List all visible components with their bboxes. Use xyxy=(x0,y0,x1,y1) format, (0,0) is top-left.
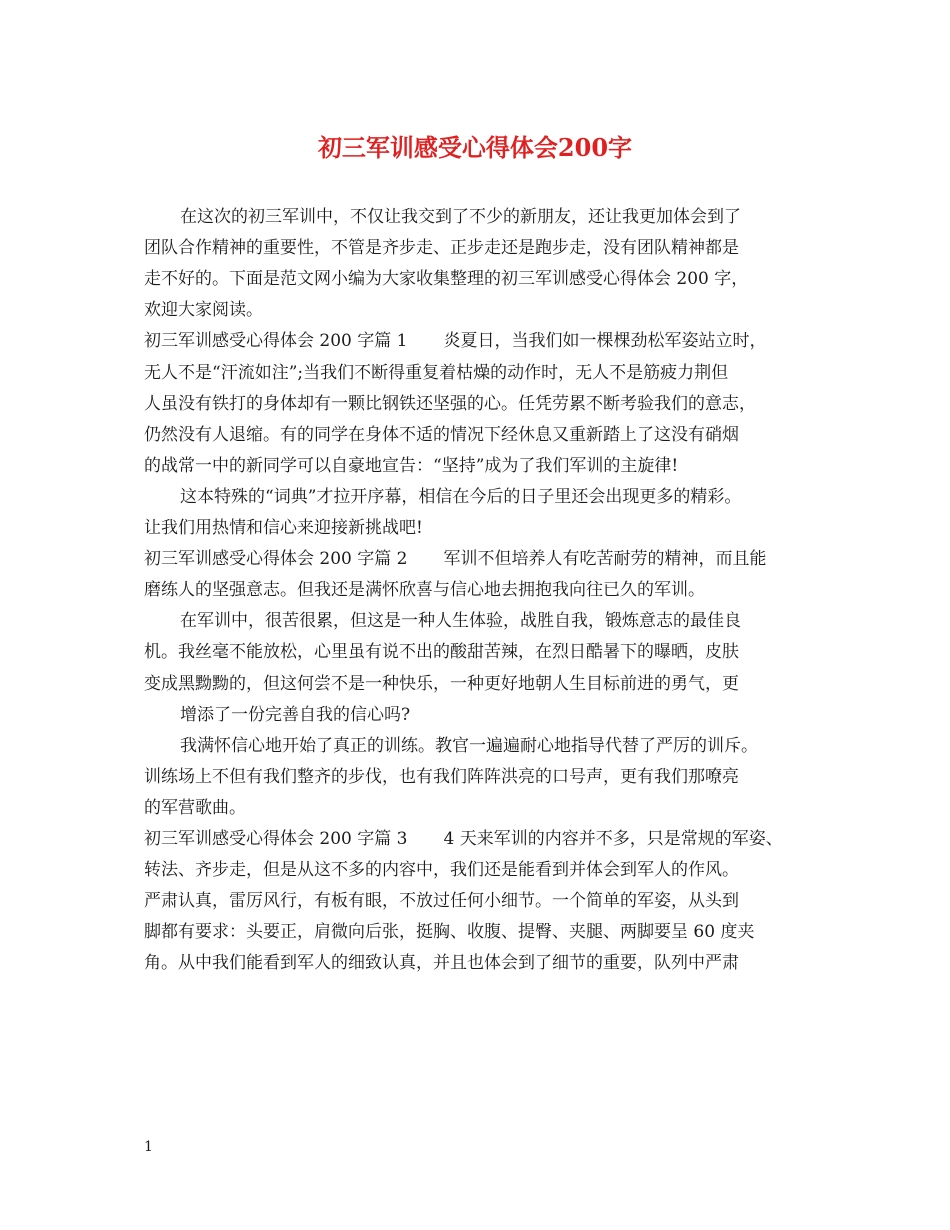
line-text: 角。从中我们能看到军人的细致认真，并且也体会到了细节的重要，队列中严肃 xyxy=(144,953,739,973)
paragraph-line xyxy=(180,610,741,632)
line-text: 我满怀信心地开始了真正的训练。教官一遍遍耐心地指导代替了严厉的训斥。 xyxy=(180,736,758,756)
paragraph-line xyxy=(144,237,739,259)
line-text: 磨练人的坚强意志。但我还是满怀欣喜与信心地去拥抱我向往已久的军训。 xyxy=(144,580,705,600)
line-text: 严肃认真，雷厉风行，有板有眼，不放过任何小细节。一个简单的军姿，从头到 xyxy=(144,891,739,911)
paragraph-line xyxy=(144,890,739,912)
line-text: 无人不是“汗流如注”;当我们不断得重复着枯燥的动作时，无人不是筋疲力荆但 xyxy=(144,363,729,383)
line-text: 的军营歌曲。 xyxy=(144,798,246,818)
line-text: 的战常一中的新同学可以自豪地宣告：“坚持”成为了我们军训的主旋律! xyxy=(144,456,679,476)
paragraph-line xyxy=(144,268,748,290)
line-text: 在这次的初三军训中，不仅让我交到了不少的新朋友，还让我更加体会到了 xyxy=(180,207,741,227)
paragraph-line xyxy=(144,393,756,415)
section-heading: 初三军训感受心得体会 200 字篇 3 xyxy=(144,829,408,849)
section-heading-line xyxy=(144,828,783,850)
line-text: 走不好的。下面是范文网小编为大家收集整理的初三军训感受心得体会 200 字， xyxy=(144,269,749,289)
section-heading-line xyxy=(144,330,766,352)
paragraph-line xyxy=(180,206,741,228)
paragraph-line xyxy=(144,455,678,477)
line-text: 脚都有要求：头要正，肩微向后张，挺胸、收腹、提臀、夹腿、两脚要呈 60 度夹 xyxy=(144,922,755,942)
line-text: 欢迎大家阅读。 xyxy=(144,300,263,320)
paragraph-line xyxy=(144,299,263,321)
section-heading: 初三军训感受心得体会 200 字篇 1 xyxy=(144,331,408,351)
paragraph-line xyxy=(144,517,423,539)
paragraph-line xyxy=(144,673,739,695)
line-text: 增添了一份完善自我的信心吗? xyxy=(180,705,411,725)
paragraph-line xyxy=(144,579,705,601)
paragraph-line xyxy=(144,424,739,446)
paragraph-line xyxy=(180,735,758,757)
section-heading-line xyxy=(144,548,766,570)
page-number: 1 xyxy=(144,1139,153,1155)
section-heading: 初三军训感受心得体会 200 字篇 2 xyxy=(144,549,408,569)
paragraph-line xyxy=(144,859,739,881)
line-text: 让我们用热情和信心来迎接新挑战吧! xyxy=(144,518,423,538)
paragraph-line xyxy=(144,921,754,943)
line-text: 变成黑黝黝的，但这何尝不是一种快乐，一种更好地朝人生目标前进的勇气，更 xyxy=(144,674,739,694)
document-title: 初三军训感受心得体会200字 xyxy=(317,133,633,162)
line-text: 4 天来军训的内容并不多，只是常规的军姿、 xyxy=(443,829,783,849)
line-text: 仍然没有人退缩。有的同学在身体不适的情况下经休息又重新踏上了这没有硝烟 xyxy=(144,425,739,445)
line-text: 在军训中，很苦很累，但这是一种人生体验，战胜自我，锻炼意志的最佳良 xyxy=(180,611,741,631)
paragraph-line xyxy=(144,766,739,788)
line-text: 团队合作精神的重要性，不管是齐步走、正步走还是跑步走，没有团队精神都是 xyxy=(144,238,739,258)
line-text: 人虽没有铁打的身体却有一颗比钢铁还坚强的心。任凭劳累不断考验我们的意志， xyxy=(144,394,756,414)
line-text: 训练场上不但有我们整齐的步伐，也有我们阵阵洪亮的口号声，更有我们那嘹亮 xyxy=(144,767,739,787)
paragraph-line xyxy=(144,641,739,663)
line-text: 这本特殊的“词典”才拉开序幕，相信在今后的日子里还会出现更多的精彩。 xyxy=(180,487,742,507)
paragraph-line xyxy=(180,704,410,726)
line-text: 炎夏日，当我们如一棵棵劲松军姿站立时， xyxy=(443,331,767,351)
line-text: 转法、齐步走，但是从这不多的内容中，我们还是能看到并体会到军人的作风。 xyxy=(144,860,739,880)
paragraph-line xyxy=(144,362,728,384)
paragraph-line xyxy=(144,952,739,974)
paragraph-line xyxy=(180,486,741,508)
paragraph-line xyxy=(144,797,246,819)
line-text: 机。我丝毫不能放松，心里虽有说不出的酸甜苦辣，在烈日酷暑下的曝晒，皮肤 xyxy=(144,642,739,662)
line-text: 军训不但培养人有吃苦耐劳的精神，而且能 xyxy=(443,549,767,569)
